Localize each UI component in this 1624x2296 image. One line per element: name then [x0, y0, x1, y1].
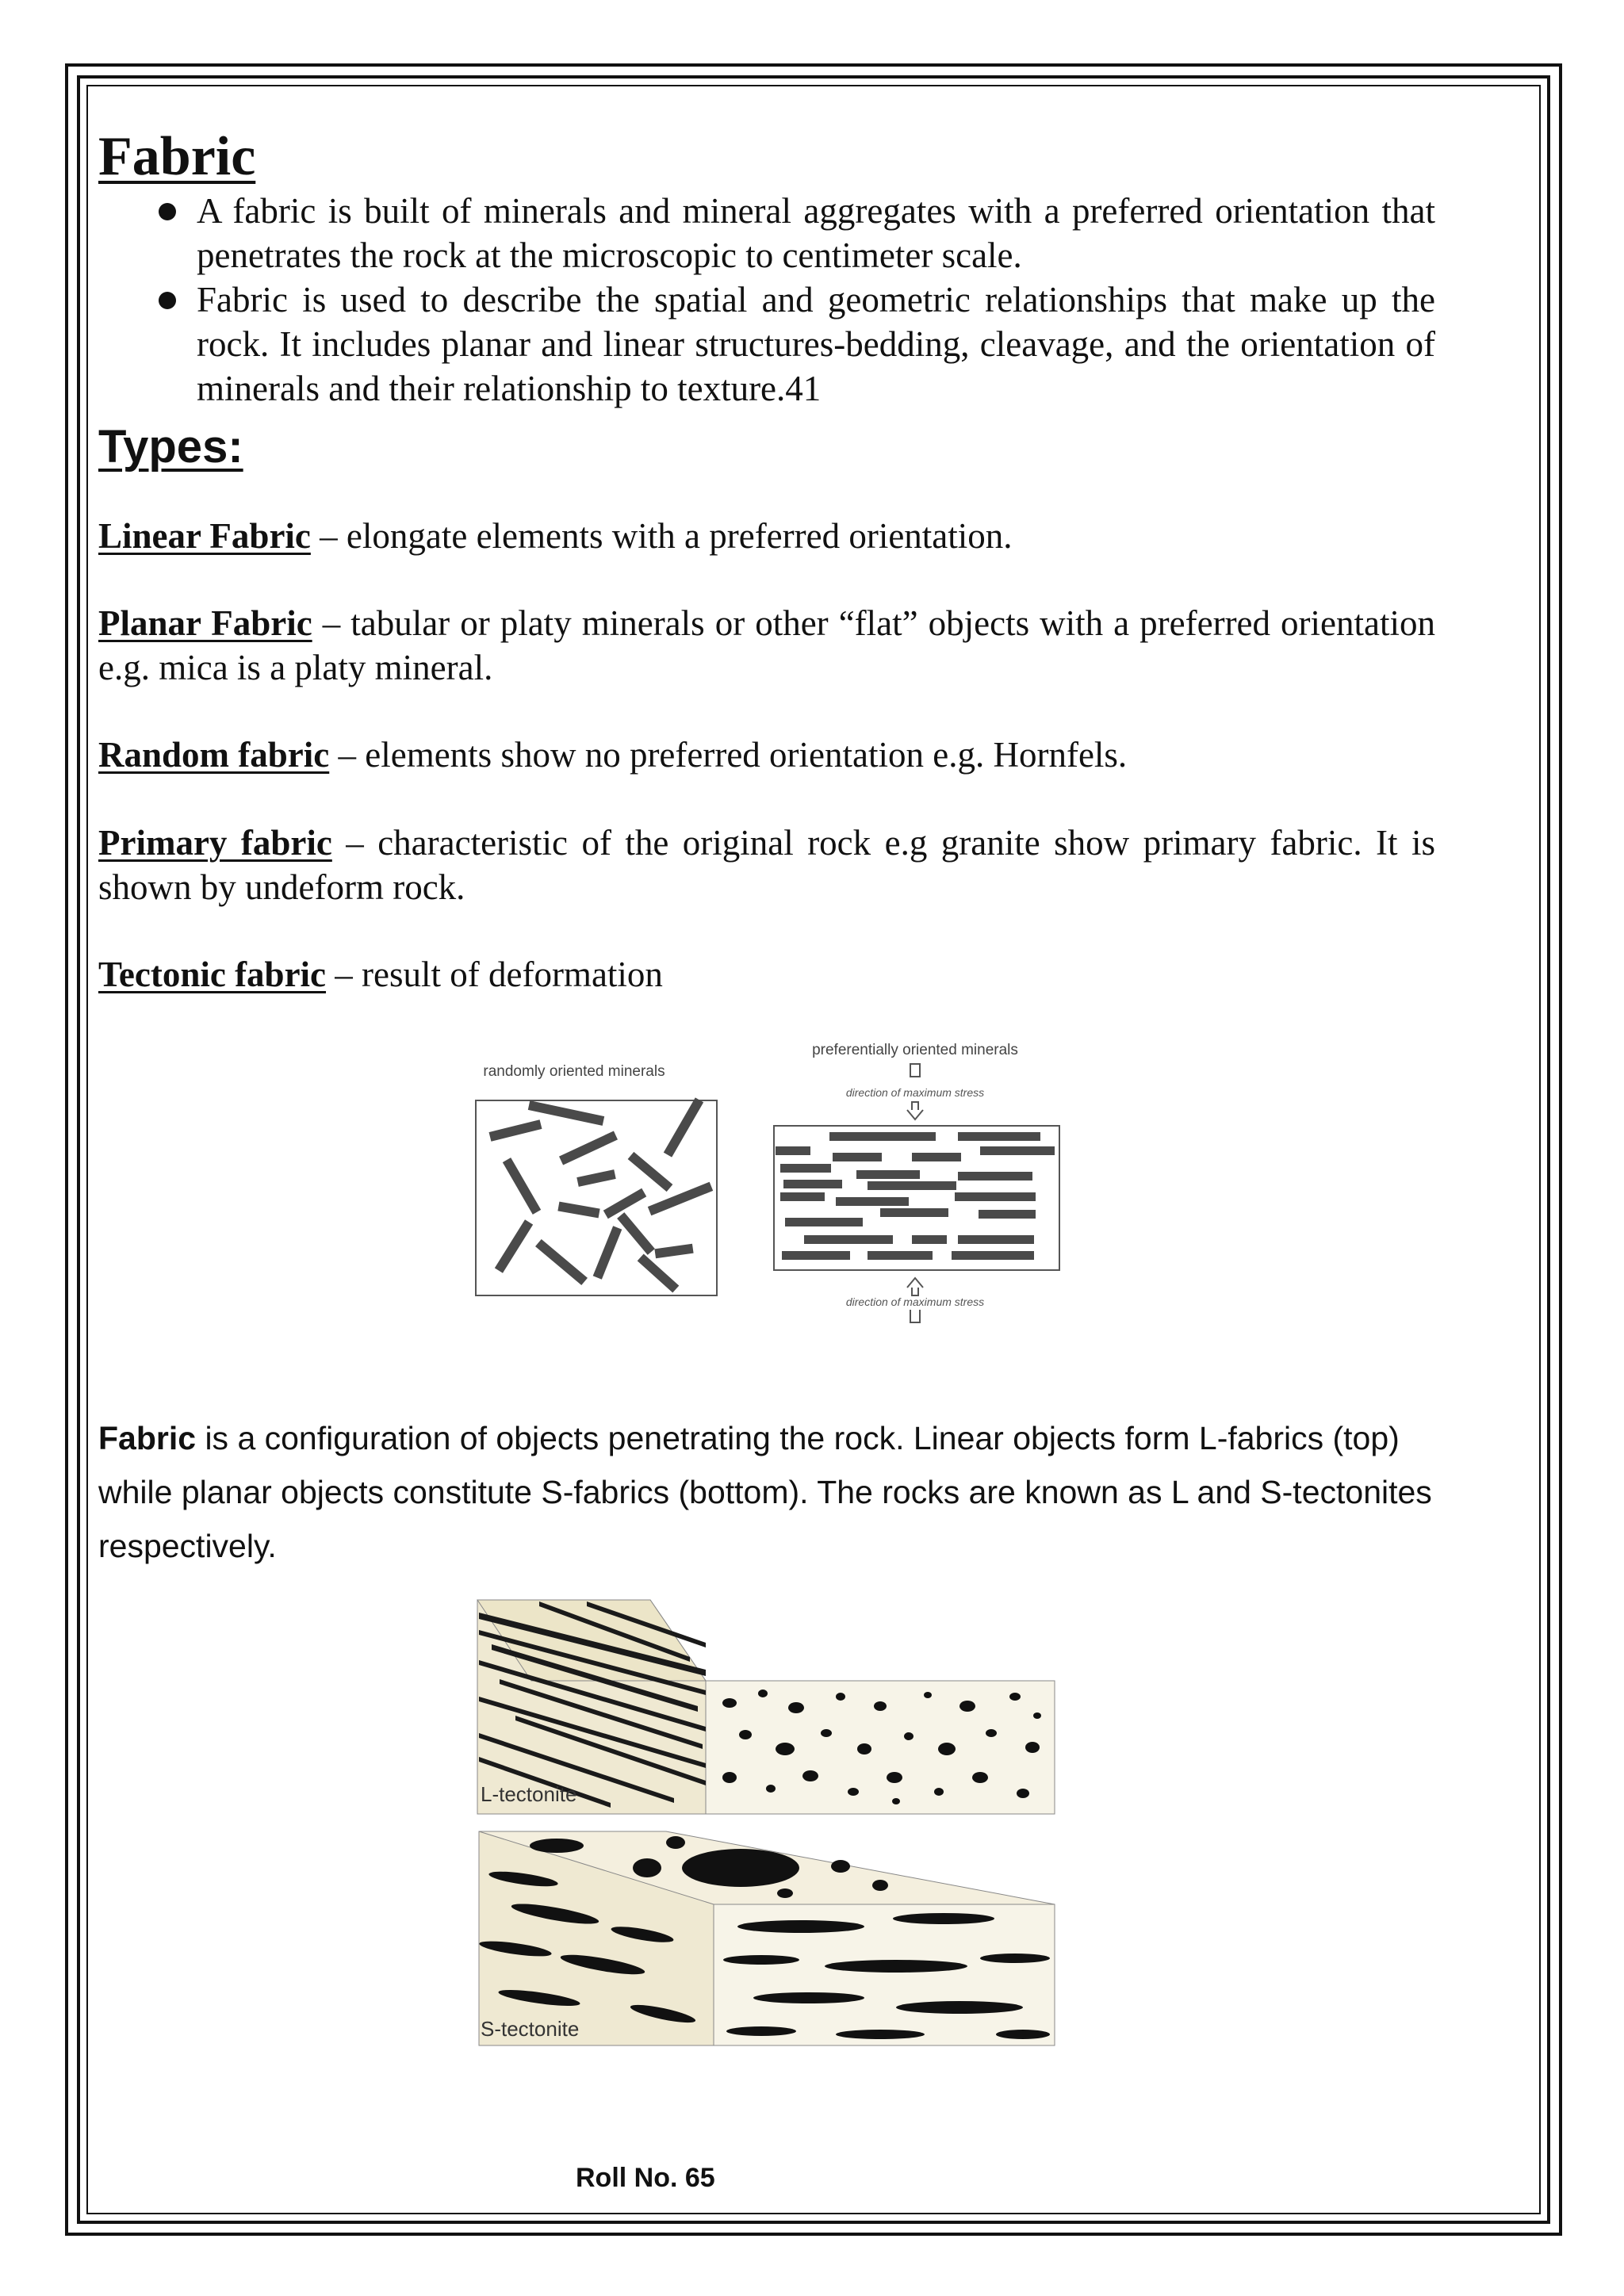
stress-arrow-bottom-icon: [910, 1310, 920, 1322]
stress-arrow-up-icon: [907, 1278, 923, 1295]
definition-random: [98, 733, 1435, 777]
stress-label-bottom: direction of maximum stress: [845, 1295, 985, 1308]
definition-term: Linear Fabric: [98, 516, 311, 556]
bullet-list: [98, 189, 1435, 411]
definition-text: – elements show no preferred orientation e.g. Hornfels.: [329, 735, 1128, 775]
definition-text: – elongate elements with a preferred orientation.: [310, 516, 1013, 556]
definition-planar: [98, 601, 1435, 690]
definition-primary: [98, 821, 1435, 909]
bullet-icon: [159, 203, 176, 220]
preferred-minerals-label: preferentially oriented minerals: [812, 1042, 1018, 1058]
bullet-text: A fabric is built of minerals and mineral aggregates with a preferred orientation that penetrates the rock at the microscopic to centimeter scale.: [197, 191, 1435, 275]
s-tectonite-block: [478, 1831, 1055, 2045]
bullet-text: Fabric is used to describe the spatial and geometric relationships that make up the rock. It includes planar and linear structures-bedding, cleavage, and the orientation of minerals and their relationship to texture.41: [197, 280, 1435, 408]
l-tectonite-block: [477, 1600, 1055, 1814]
s-tectonite-label: S-tectonite: [481, 2017, 580, 2041]
bullet-icon: [159, 292, 176, 309]
definition-tectonic: [98, 952, 1435, 997]
tectonite-figure: [468, 1594, 1071, 2069]
random-minerals-label: randomly oriented minerals: [483, 1063, 665, 1080]
stress-label-top: direction of maximum stress: [845, 1086, 985, 1099]
page-title: Fabric: [98, 126, 256, 187]
fabric-caption: [98, 1411, 1438, 1573]
definition-linear: [98, 514, 1435, 558]
bullet-item: [98, 277, 1435, 411]
types-heading: Types:: [98, 421, 243, 473]
definition-text: – tabular or platy minerals or other “flat” objects with a preferred orientation e.g. mica is a platy mineral.: [98, 603, 1435, 687]
bullet-item: [98, 189, 1435, 277]
caption-bold: Fabric: [98, 1420, 197, 1456]
caption-text: is a configuration of objects penetrating the rock. Linear objects form L-fabrics (top) while planar objects constitute S-fabrics (bottom). The rocks are known as L and S-tectonites respectively.: [98, 1420, 1432, 1564]
definition-term: Planar Fabric: [98, 603, 312, 643]
definition-term: Primary fabric: [98, 823, 332, 863]
definition-text: – characteristic of the original rock e.g granite show primary fabric. It is shown by undeform rock.: [98, 823, 1435, 907]
l-tectonite-label: L-tectonite: [481, 1782, 577, 1806]
definition-term: Random fabric: [98, 735, 330, 775]
orientation-figure: [460, 1031, 1078, 1332]
roll-number-footer: Roll No. 65: [576, 2163, 715, 2193]
stress-arrow-down-icon: [907, 1102, 923, 1119]
stress-arrow-top-icon: [910, 1064, 920, 1077]
definition-term: Tectonic fabric: [98, 955, 327, 994]
definition-text: – result of deformation: [326, 955, 663, 994]
